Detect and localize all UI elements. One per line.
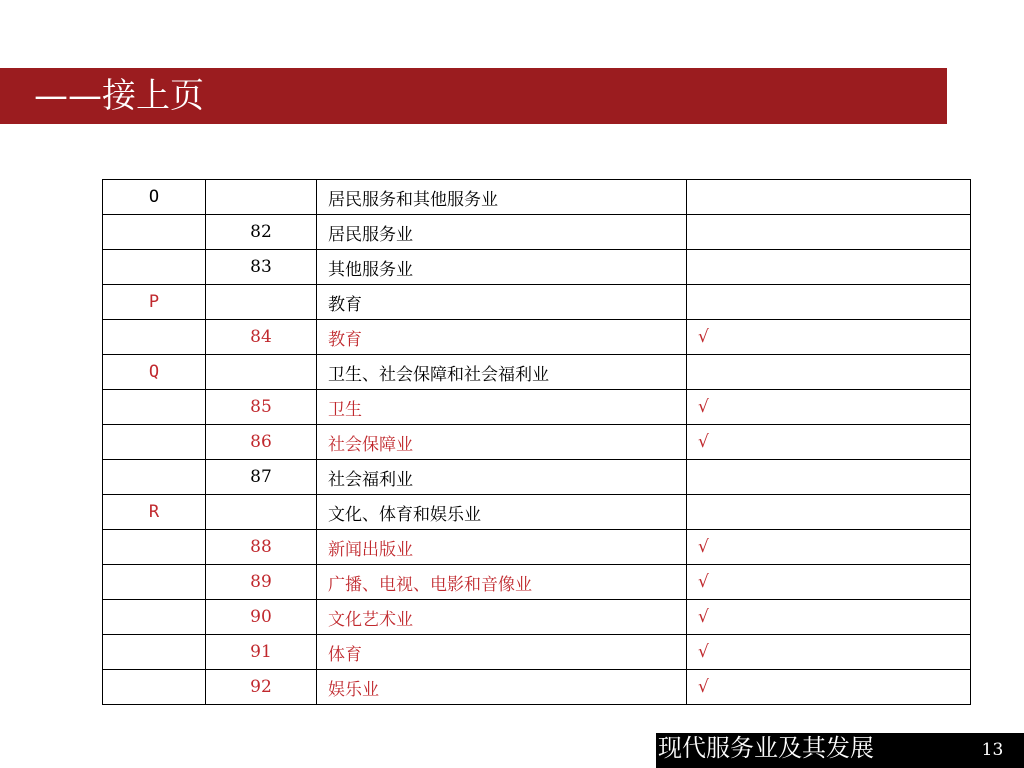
category-code-cell: O <box>103 180 206 215</box>
table-row <box>103 565 971 600</box>
industry-name-cell: 娱乐业 <box>317 670 687 705</box>
check-mark-cell: √ <box>687 670 971 705</box>
table-row <box>103 390 971 425</box>
subcategory-code-cell: 84 <box>206 320 317 355</box>
category-code-cell <box>103 250 206 285</box>
subcategory-code-cell <box>206 180 317 215</box>
check-mark-cell <box>687 495 971 530</box>
table-row <box>103 530 971 565</box>
category-code-cell <box>103 425 206 460</box>
check-mark-cell: √ <box>687 425 971 460</box>
category-code-cell: P <box>103 285 206 320</box>
check-mark-cell <box>687 250 971 285</box>
slide-title: ——接上页 <box>34 76 204 116</box>
subcategory-code-cell: 83 <box>206 250 317 285</box>
industry-name-cell: 文化艺术业 <box>317 600 687 635</box>
industry-name-cell: 居民服务业 <box>317 215 687 250</box>
industry-name-cell: 社会保障业 <box>317 425 687 460</box>
table-row <box>103 600 971 635</box>
check-mark-cell: √ <box>687 390 971 425</box>
page-number: 13 <box>965 733 1020 768</box>
subcategory-code-cell: 92 <box>206 670 317 705</box>
table-row <box>103 495 971 530</box>
industry-name-cell: 卫生 <box>317 390 687 425</box>
check-mark-cell <box>687 215 971 250</box>
check-mark-cell <box>687 355 971 390</box>
table-row <box>103 355 971 390</box>
industry-name-cell: 广播、电视、电影和音像业 <box>317 565 687 600</box>
table-row <box>103 460 971 495</box>
industry-name-cell: 其他服务业 <box>317 250 687 285</box>
table-row <box>103 215 971 250</box>
check-mark-cell <box>687 180 971 215</box>
footer-bar <box>656 733 1024 768</box>
category-code-cell <box>103 215 206 250</box>
category-code-cell <box>103 670 206 705</box>
check-mark-cell: √ <box>687 565 971 600</box>
industry-name-cell: 教育 <box>317 320 687 355</box>
subcategory-code-cell <box>206 495 317 530</box>
industry-name-cell: 新闻出版业 <box>317 530 687 565</box>
industry-name-cell: 文化、体育和娱乐业 <box>317 495 687 530</box>
industry-name-cell: 居民服务和其他服务业 <box>317 180 687 215</box>
check-mark-cell <box>687 285 971 320</box>
check-mark-cell: √ <box>687 635 971 670</box>
table-row <box>103 635 971 670</box>
table-row <box>103 180 971 215</box>
industry-name-cell: 社会福利业 <box>317 460 687 495</box>
subcategory-code-cell: 89 <box>206 565 317 600</box>
industry-name-cell: 体育 <box>317 635 687 670</box>
footer-title: 现代服务业及其发展 <box>658 734 874 762</box>
category-code-cell <box>103 530 206 565</box>
subcategory-code-cell: 90 <box>206 600 317 635</box>
subcategory-code-cell <box>206 355 317 390</box>
subcategory-code-cell <box>206 285 317 320</box>
category-code-cell: R <box>103 495 206 530</box>
table-row <box>103 250 971 285</box>
category-code-cell <box>103 600 206 635</box>
table-row <box>103 670 971 705</box>
category-code-cell <box>103 565 206 600</box>
table-body <box>103 180 971 705</box>
category-code-cell <box>103 635 206 670</box>
table-row <box>103 285 971 320</box>
category-code-cell <box>103 460 206 495</box>
check-mark-cell: √ <box>687 320 971 355</box>
subcategory-code-cell: 85 <box>206 390 317 425</box>
check-mark-cell <box>687 460 971 495</box>
category-code-cell: Q <box>103 355 206 390</box>
title-bar <box>0 68 947 124</box>
subcategory-code-cell: 91 <box>206 635 317 670</box>
table-row <box>103 425 971 460</box>
industry-table <box>102 179 971 705</box>
industry-name-cell: 卫生、社会保障和社会福利业 <box>317 355 687 390</box>
table-row <box>103 320 971 355</box>
subcategory-code-cell: 88 <box>206 530 317 565</box>
category-code-cell <box>103 320 206 355</box>
check-mark-cell: √ <box>687 600 971 635</box>
subcategory-code-cell: 86 <box>206 425 317 460</box>
industry-name-cell: 教育 <box>317 285 687 320</box>
subcategory-code-cell: 87 <box>206 460 317 495</box>
check-mark-cell: √ <box>687 530 971 565</box>
subcategory-code-cell: 82 <box>206 215 317 250</box>
category-code-cell <box>103 390 206 425</box>
